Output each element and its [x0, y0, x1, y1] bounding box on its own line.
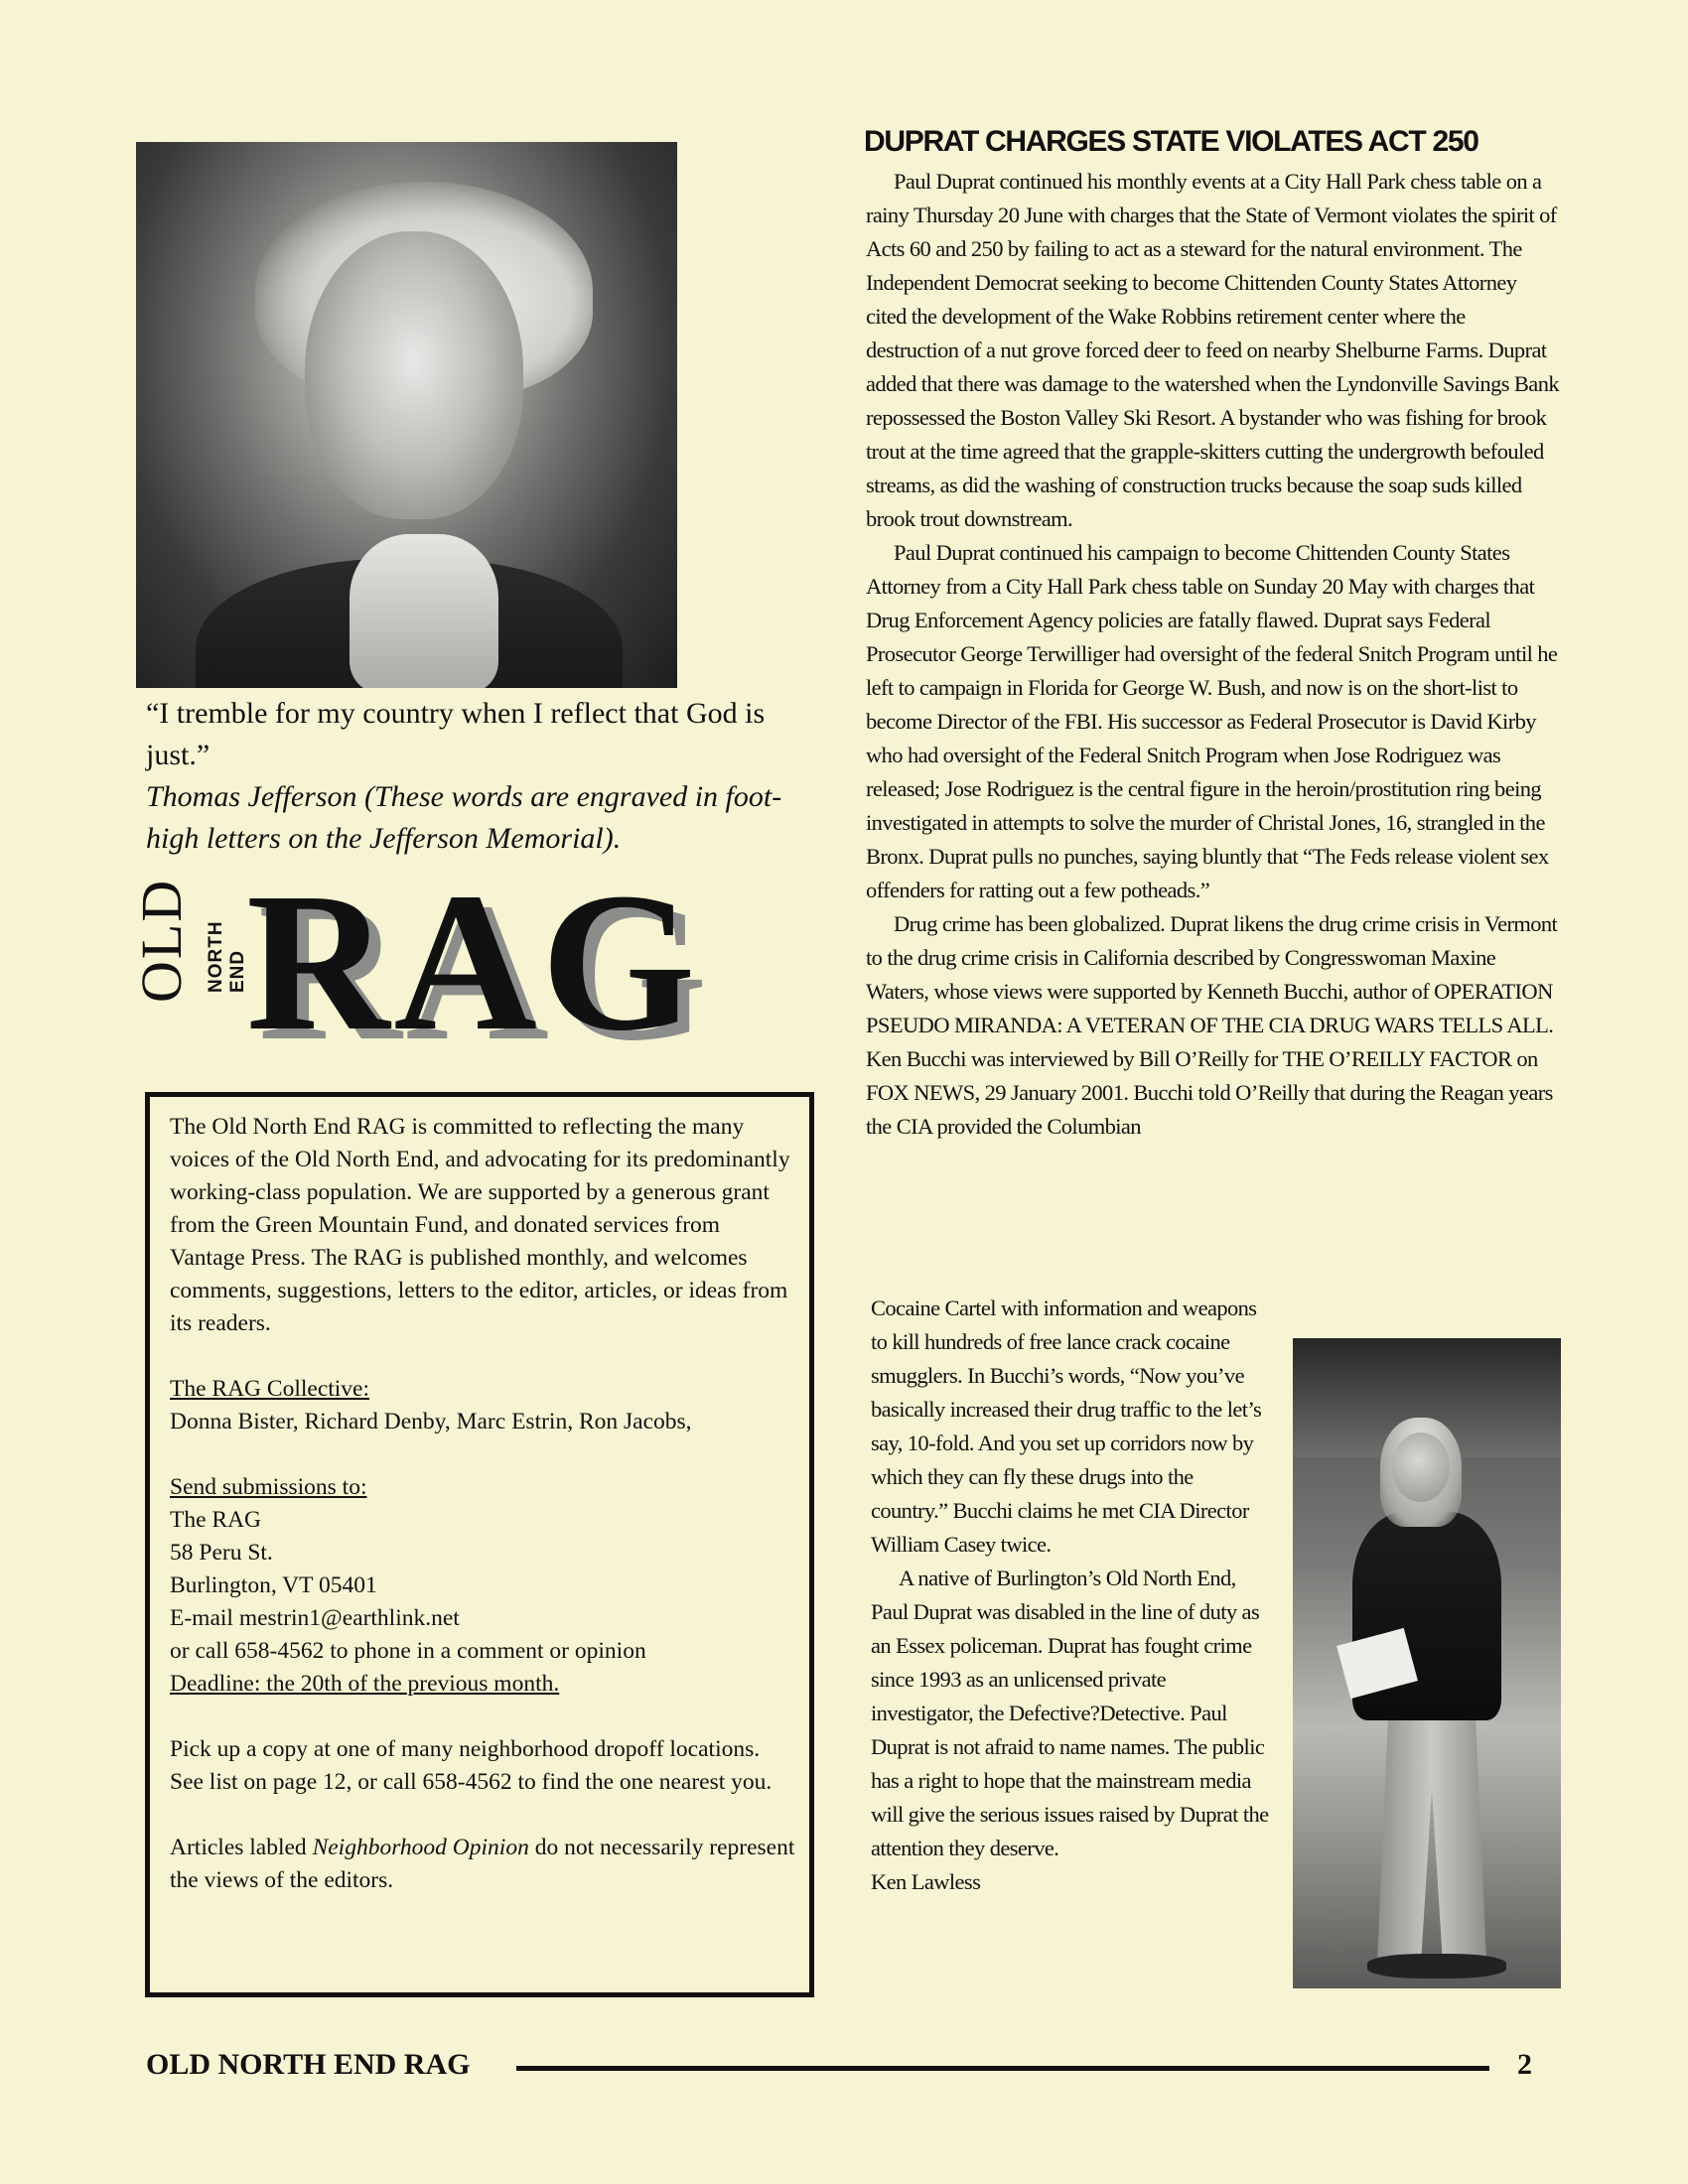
quote-text: “I tremble for my country when I reflect that God is just.”	[146, 697, 766, 771]
disclaimer: Articles labled Neighborhood Opinion do not necessarily represent the views of the editors.	[170, 1835, 795, 1893]
article-paragraph-4: A native of Burlington’s Old North End, Paul Duprat was disabled in the line of duty as an Essex policeman. Duprat has fought crime since 1993 as an unlicensed private investigator, the Defective?Detective. Paul Duprat is not afraid to name names. The public has a right to hope that the mainstream media will give the serious issues raised by Duprat the attention they deserve.	[871, 1566, 1269, 1860]
collective-members: Donna Bister, Richard Denby, Marc Estrin, Ron Jacobs,	[170, 1409, 692, 1434]
article-paragraph-3: Drug crime has been globalized. Duprat likens the drug crime crisis in Vermont to the drug crime crisis in California described by Congresswoman Maxine Waters, whose views were supported by Kenneth Bucchi, author of OPERATION PSEUDO MIRANDA: A VETERAN OF THE CIA DRUG WARS TELLS ALL. Ken Bucchi was interviewed by Bill O’Reilly for THE O’REILLY FACTOR on FOX NEWS, 29 January 2001. Bucchi told O’Reilly that during the Reagan years the CIA provided the Columbian	[866, 911, 1558, 1139]
address-name: The RAG	[170, 1507, 262, 1533]
article-headline: DUPRAT CHARGES STATE VIOLATES ACT 250	[864, 125, 1478, 158]
quote-attribution: Thomas Jefferson (These words are engraved in foot-high letters on the Jefferson Memorial).	[146, 780, 782, 855]
pickup-info: Pick up a copy at one of many neighborhood dropoff locations. See list on page 12, or call 658-4562 to find the one nearest you.	[170, 1736, 773, 1795]
jefferson-quote	[146, 693, 801, 860]
duprat-photo-image	[1293, 1338, 1561, 1988]
footer-publication-title: OLD NORTH END RAG	[146, 2048, 471, 2081]
phone-contact: or call 658-4562 to phone in a comment or opinion	[170, 1638, 646, 1664]
article-body	[866, 165, 1561, 1144]
address-city: Burlington, VT 05401	[170, 1572, 377, 1598]
article-body-narrow	[871, 1292, 1273, 1899]
logo-old: OLD	[129, 878, 194, 1003]
logo-north-end: NORTH END	[206, 920, 248, 993]
jefferson-portrait-image	[136, 142, 677, 688]
submissions-heading: Send submissions to:	[170, 1474, 367, 1500]
footer-divider	[516, 2066, 1489, 2071]
article-paragraph-2: Paul Duprat continued his campaign to become Chittenden County States Attorney from a City Hall Park chess table on Sunday 20 May with charges that Drug Enforcement Agency policies are fatally flawed. Duprat says Federal Prosecutor George Terwilliger had oversight of the federal Snitch Program until he left to campaign in Florida for George W. Bush, and now is on the short-list to become Director of the FBI. His successor as Federal Prosecutor is David Kirby who had oversight of the Federal Snitch Program when Jose Rodriguez was released; Jose Rodriguez is the central figure in the heroin/prostitution ring being investigated in attempts to solve the murder of Christal Jones, 16, strangled in the Bronx. Duprat pulls no punches, saying bluntly that “The Feds release violent sex offenders for ratting out a few potheads.”	[866, 540, 1558, 902]
page-number: 2	[1517, 2048, 1532, 2081]
article-byline: Ken Lawless	[871, 1869, 981, 1894]
collective-heading: The RAG Collective:	[170, 1376, 370, 1402]
logo-rag: RAG	[246, 853, 700, 1072]
email-contact: E-mail mestrin1@earthlink.net	[170, 1605, 460, 1631]
masthead-info-box	[145, 1092, 814, 1997]
article-paragraph-1: Paul Duprat continued his monthly events at a City Hall Park chess table on a rainy Thursday 20 June with charges that the State of Vermont violates the spirit of Acts 60 and 250 by failing to act as a steward for the natural environment. The Independent Democrat seeking to become Chittenden County States Attorney cited the development of the Wake Robbins retirement center where the destruction of a nut grove forced deer to feed on nearby Shelburne Farms. Duprat added that there was damage to the watershed when the Lyndonville Savings Bank repossessed the Boston Valley Ski Resort. A bystander who was fishing for brook trout at the time agreed that the grapple-skitters cutting the undergrowth befouled streams, as did the washing of construction trucks because the soap suds killed brook trout downstream.	[866, 169, 1559, 531]
article-paragraph-3-continued: Cocaine Cartel with information and weapons to kill hundreds of free lance crack cocaine smugglers. In Bucchi’s words, “Now you’ve basically increased their drug traffic to the let’s say, 10-fold. And you set up corridors now by which they can fly these drugs into the country.” Bucchi claims he met CIA Director William Casey twice.	[871, 1296, 1262, 1557]
deadline-notice: Deadline: the 20th of the previous month.	[170, 1671, 560, 1697]
mission-statement: The Old North End RAG is committed to reflecting the many voices of the Old North End, and advocating for its predominantly working-class population. We are supported by a generous grant from the Green Mountain Fund, and donated services from Vantage Press. The RAG is published monthly, and welcomes comments, suggestions, letters to the editor, articles, or ideas from its readers.	[170, 1114, 790, 1336]
address-street: 58 Peru St.	[170, 1540, 273, 1566]
